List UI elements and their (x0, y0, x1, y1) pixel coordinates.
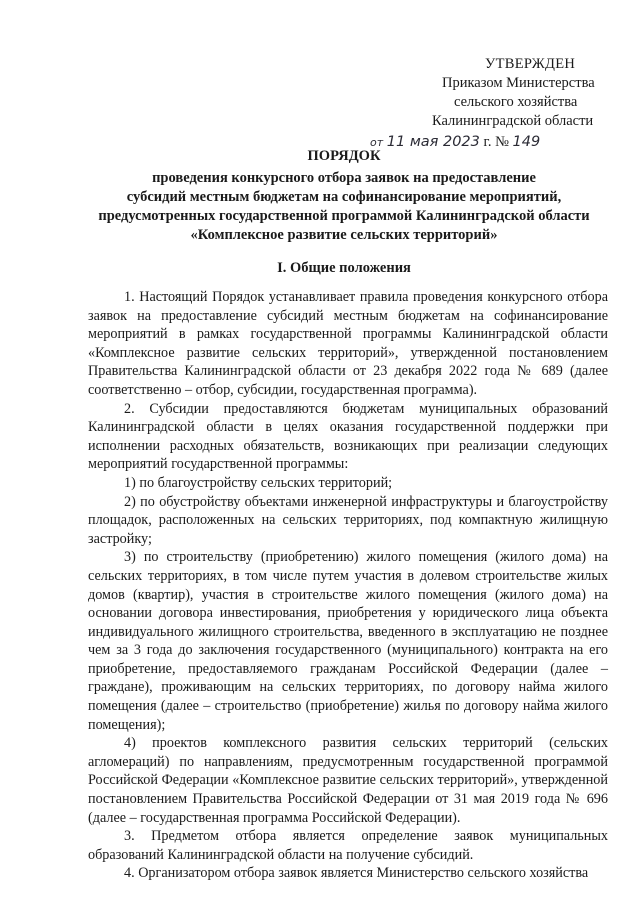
year-number-label: г. № (483, 134, 509, 150)
paragraph-1: 1. Настоящий Порядок устанавливает правила проведения конкурсного отбора заявок на предоставление субсидий местным бюджетам на софинансирование мероприятий в рамках государственной программы Калининградской области «Комплексное развитие сельских территорий», утвержденной постановлением Правительства Калининградской области от 23 декабря 2022 года № 689 (далее соответственно – отбор, субсидии, государственная программа). (88, 289, 608, 398)
approval-ministry-line: сельского хозяйства (454, 94, 578, 110)
title-line: «Комплексное развитие сельских территорий» (190, 227, 498, 243)
list-item-2: 2) по обустройству объектами инженерной инфраструктуры и благоустройству площадок, расположенных на сельских территориях, под компактную жилищную застройку; (88, 493, 608, 547)
list-item-3: 3) по строительству (приобретению) жилого помещения (жилого дома) на сельских территориях, в том числе путем участия в долевом строительстве жилых домов (квартир), участия в строительстве жилого помещения (жилого дома) на основании договора инвестирования, приобретения у юридического лица объекта индивидуального жилищного строительства, введенного в эксплуатацию не позднее чем за 3 года до заключения государственного (муниципального) контракта на его приобретение, предоставляемого гражданам Российской Федерации (далее – граждане), проживающим на сельских территориях, по договору найма жилого помещения (далее – строительство (приобретение) жилья по договору найма жилого помещения); (88, 549, 608, 733)
handwritten-order-number: 149 (512, 134, 541, 150)
paragraph-4: 4. Организатором отбора заявок является Министерство сельского хозяйства (124, 865, 589, 882)
section-heading: I. Общие положения (277, 260, 411, 276)
title-line: субсидий местным бюджетам на софинансирование мероприятий, (126, 189, 562, 205)
approval-stamp-title: УТВЕРЖДЕН (485, 56, 576, 72)
approval-order-line: Приказом Министерства (442, 75, 595, 91)
approval-block (370, 55, 630, 152)
title-main: ПОРЯДОК (307, 148, 381, 164)
approval-region-line: Калининградской области (432, 113, 594, 129)
paragraph-2: 2. Субсидии предоставляются бюджетам муниципальных образований Калининградской области в целях оказания государственной поддержки при исполнении расходных обязательств, возникающих при реализации следующих мероприятий государственной программы: (88, 400, 608, 473)
paragraph-3: 3. Предметом отбора является определение заявок муниципальных образований Калининградской области на получение субсидий. (88, 828, 608, 863)
document-title (84, 147, 604, 245)
list-item-4: 4) проектов комплексного развития сельских территорий (сельских агломераций) по направлениям, предусмотренным государственной программой Российской Федерации «Комплексное развитие сельских территорий», утвержденной постановлением Правительства Российской Федерации от 31 мая 2019 года № 696 (далее – государственная программа Российской Федерации). (88, 735, 608, 826)
list-item-1: 1) по благоустройству сельских территорий; (124, 474, 393, 491)
handwritten-date-prefix: от (370, 136, 384, 149)
handwritten-date: 11 мая 2023 (386, 134, 480, 150)
title-line: проведения конкурсного отбора заявок на предоставление (152, 170, 536, 186)
title-line: предусмотренных государственной программой Калининградской области (98, 208, 590, 224)
document-body (88, 288, 608, 883)
